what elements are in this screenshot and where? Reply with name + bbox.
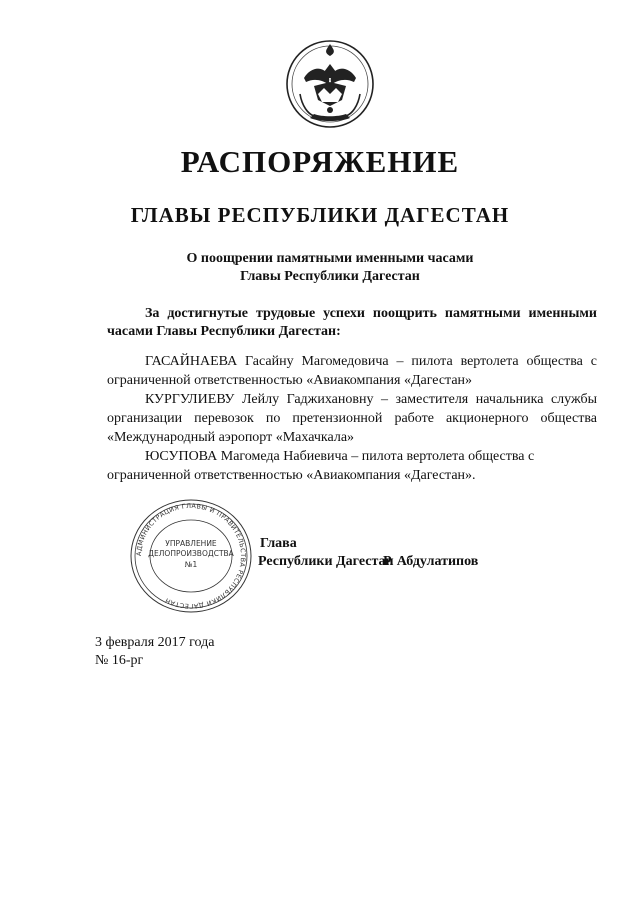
- signatory-position: [258, 535, 394, 571]
- signatory-name: Р. Абдулатипов: [383, 554, 479, 569]
- stamp-line-2: ДЕЛОПРОИЗВОДСТВА: [148, 549, 234, 558]
- dagestan-coat-of-arms-icon: [284, 34, 376, 130]
- document-preamble: За достигнутые трудовые успехи поощрить памятными именными часами Главы Республики Дагестан:: [107, 306, 597, 339]
- stamp-line-3: №1: [184, 560, 198, 569]
- awardee-list: [107, 352, 597, 485]
- document-date: 3 февраля 2017 года: [95, 635, 215, 650]
- signatory-position-line-1: Глава: [260, 536, 297, 551]
- document-subtitle: ГЛАВЫ РЕСПУБЛИКИ ДАГЕСТАН: [130, 203, 510, 227]
- awardee-item: ГАСАЙНАЕВА Гасайну Магомедовича – пилота вертолета общества с ограниченной ответственностью «Авиакомпания «Дагестан»: [107, 354, 597, 388]
- stamp-ring-text: АДМИНИСТРАЦИЯ ГЛАВЫ И ПРАВИТЕЛЬСТВА РЕСПУБЛИКИ ДАГЕСТАН: [134, 501, 248, 611]
- subject-line-2: Главы Республики Дагестан: [240, 269, 420, 284]
- official-stamp-icon: [128, 498, 254, 614]
- document-title: РАСПОРЯЖЕНИЕ: [180, 144, 460, 179]
- subject-line-1: О поощрении памятными именными часами: [186, 251, 474, 266]
- awardee-item: КУРГУЛИЕВУ Лейлу Гаджихановну – заместителя начальника службы организации перевозок по претензионной работе акционерного общества «Международный аэропорт «Махачкала»: [107, 392, 597, 445]
- awardee-item: ЮСУПОВА Магомеда Набиевича – пилота вертолета общества с ограниченной ответственностью «Авиакомпания «Дагестан».: [107, 449, 535, 483]
- stamp-line-1: УПРАВЛЕНИЕ: [165, 539, 217, 548]
- signatory-position-line-2: Республики Дагестан: [258, 554, 394, 569]
- document-subject: [150, 250, 510, 286]
- document-number: № 16-рг: [95, 653, 144, 668]
